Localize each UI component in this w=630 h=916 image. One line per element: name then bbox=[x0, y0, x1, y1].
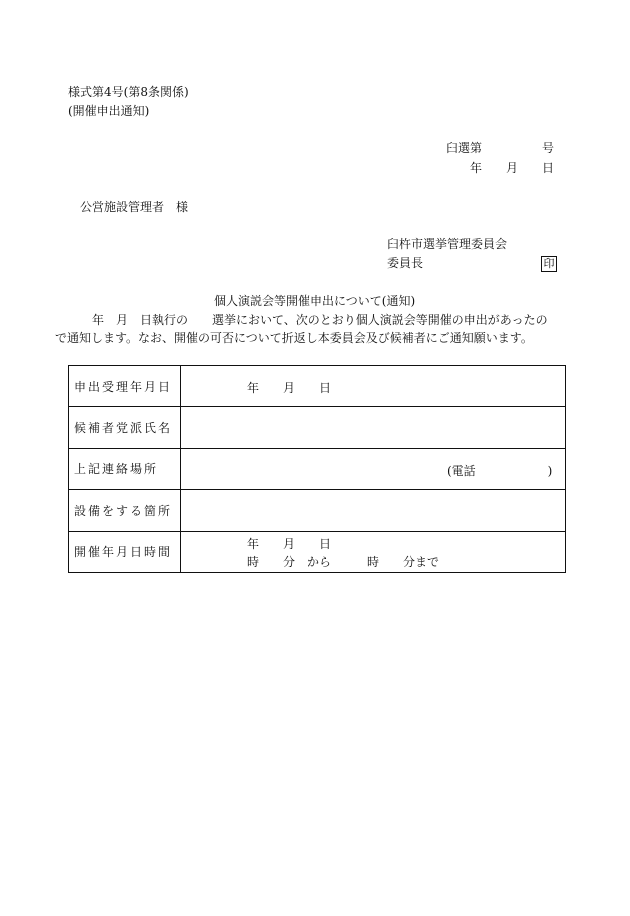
row-label: 候補者党派氏名 bbox=[69, 407, 181, 448]
form-number: 様式第4号(第8条関係) bbox=[68, 85, 189, 99]
application-table bbox=[68, 365, 566, 573]
row-value bbox=[181, 531, 566, 572]
body-line-1: 年 月 日執行の 選挙において、次のとおり個人演説会等開催の申出があったの bbox=[92, 313, 548, 327]
event-time: 時 分 から 時 分まで bbox=[247, 554, 440, 569]
row-label: 設備をする箇所 bbox=[69, 490, 181, 531]
receipt-date: 年 月 日 bbox=[247, 381, 332, 395]
row-value bbox=[181, 366, 566, 407]
table-row bbox=[69, 490, 566, 531]
seal-mark: 印 bbox=[541, 256, 557, 272]
document-date: 年 月 日 bbox=[470, 161, 555, 175]
table-row bbox=[69, 407, 566, 448]
row-value bbox=[181, 490, 566, 531]
row-value bbox=[181, 448, 566, 489]
table-row bbox=[69, 366, 566, 407]
row-label: 開催年月日時間 bbox=[69, 531, 181, 572]
form-subtitle: (開催申出通知) bbox=[68, 104, 150, 118]
event-date: 年 月 日 bbox=[247, 536, 332, 551]
document-number: 臼選第 号 bbox=[446, 141, 555, 155]
table-row bbox=[69, 531, 566, 572]
sender-organization: 臼杵市選挙管理委員会 bbox=[387, 237, 508, 251]
sender-title-line bbox=[387, 255, 557, 272]
sender-title: 委員長 bbox=[387, 256, 424, 270]
document-title: 個人演説会等開催申出について(通知) bbox=[214, 294, 416, 308]
phone-note: (電話 ) bbox=[447, 463, 553, 478]
addressee: 公営施設管理者 様 bbox=[80, 200, 189, 214]
row-label: 申出受理年月日 bbox=[69, 366, 181, 407]
row-label: 上記連絡場所 bbox=[69, 448, 181, 489]
row-value bbox=[181, 407, 566, 448]
table-row bbox=[69, 448, 566, 489]
body-line-2: で通知します。なお、開催の可否について折返し本委員会及び候補者にご通知願います。 bbox=[55, 331, 533, 345]
